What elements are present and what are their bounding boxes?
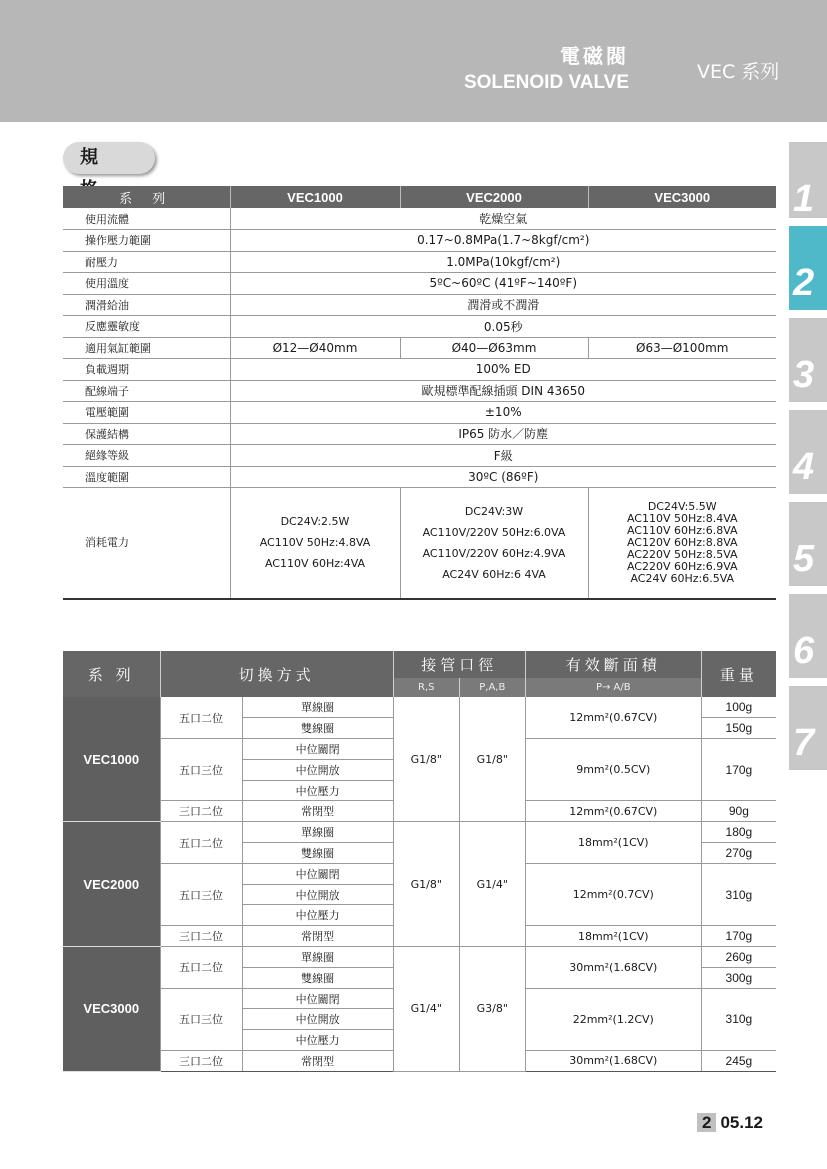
spec-value: 0.05秒	[230, 316, 776, 338]
switch-type: 三口二位	[160, 926, 242, 947]
header-series: 系 列	[63, 186, 230, 208]
weight-value: 260g	[701, 947, 776, 968]
spec-label: 潤滑給油	[63, 294, 230, 316]
switch-type: 三口二位	[160, 1051, 242, 1072]
power-vec1000	[230, 488, 400, 599]
power-line: AC110V/220V 60Hz:4.9VA	[422, 546, 566, 560]
spec-value: Ø63—Ø100mm	[588, 337, 776, 359]
area-value: 30mm²(1.68CV)	[525, 947, 701, 989]
spec-label: 操作壓力範圍	[63, 230, 230, 252]
port-rs: G1/8"	[393, 697, 459, 822]
switch-sub: 中位關閉	[242, 988, 393, 1009]
spec-value: Ø12—Ø40mm	[230, 337, 400, 359]
chapter-tab-1[interactable]: 1	[789, 142, 827, 218]
switch-sub: 雙線圈	[242, 967, 393, 988]
weight-value: 180g	[701, 822, 776, 843]
page-header	[0, 0, 827, 122]
power-line: AC24V 60Hz:6.5VA	[630, 571, 735, 585]
header-series: 系 列	[63, 651, 160, 697]
spec-row	[63, 273, 776, 295]
area-value: 30mm²(1.68CV)	[525, 1051, 701, 1072]
switch-sub: 中位壓力	[242, 1030, 393, 1051]
chapter-tab-2[interactable]: 2	[789, 226, 827, 310]
power-line: DC24V:5.5W	[647, 499, 717, 513]
switch-sub: 中位開放	[242, 1009, 393, 1030]
switch-type: 五口三位	[160, 988, 242, 1050]
header-vec3000: VEC3000	[588, 186, 776, 208]
spec-label: 耐壓力	[63, 251, 230, 273]
spec-row	[63, 380, 776, 402]
section-label-specs: 規	[63, 142, 155, 174]
spec-label: 使用溫度	[63, 273, 230, 295]
chapter-tabs	[789, 142, 827, 778]
weight-value: 300g	[701, 967, 776, 988]
switch-type: 五口二位	[160, 947, 242, 989]
power-line: AC110V 50Hz:4.8VA	[259, 536, 371, 550]
chapter-tab-4[interactable]: 4	[789, 410, 827, 494]
weight-value: 90g	[701, 801, 776, 822]
area-value: 22mm²(1.2CV)	[525, 988, 701, 1050]
power-line: AC110V 50Hz:8.4VA	[626, 511, 738, 525]
spec-row	[63, 337, 776, 359]
spec-value: 乾燥空氣	[230, 208, 776, 230]
spec-label: 電壓範圍	[63, 402, 230, 424]
spec-row	[63, 423, 776, 445]
header-vec2000: VEC2000	[400, 186, 588, 208]
spec-row-power	[63, 488, 776, 599]
switch-sub: 中位壓力	[242, 905, 393, 926]
spec-value: 歐規標準配線插頭 DIN 43650	[230, 380, 776, 402]
switch-sub: 常閉型	[242, 926, 393, 947]
area-value: 9mm²(0.5CV)	[525, 739, 701, 801]
table-row	[63, 947, 776, 968]
switch-type: 五口三位	[160, 739, 242, 801]
spec-value: 0.17~0.8MPa(1.7~8kgf/cm²)	[230, 230, 776, 252]
switch-sub: 中位關閉	[242, 739, 393, 760]
port-pab: G3/8"	[459, 947, 525, 1072]
power-line: AC110V 60Hz:6.8VA	[626, 523, 738, 537]
spec-value: Ø40—Ø63mm	[400, 337, 588, 359]
spec-value: 30ºC (86ºF)	[230, 466, 776, 488]
series-label: VEC 系列	[697, 61, 780, 83]
spec-table	[63, 186, 776, 600]
spec-header-row	[63, 186, 776, 208]
header-area: 有效斷面積	[525, 651, 701, 678]
power-vec3000	[588, 488, 776, 599]
area-value: 18mm²(1CV)	[525, 926, 701, 947]
switch-sub: 常閉型	[242, 1051, 393, 1072]
header-switching: 切換方式	[160, 651, 393, 697]
switch-type: 五口二位	[160, 822, 242, 864]
switch-sub: 中位關閉	[242, 863, 393, 884]
header-port-pab: P,A,B	[459, 678, 525, 697]
port-rs: G1/4"	[393, 947, 459, 1072]
switch-sub: 中位開放	[242, 884, 393, 905]
area-value: 12mm²(0.67CV)	[525, 697, 701, 739]
port-rs: G1/8"	[393, 822, 459, 947]
table-row	[63, 822, 776, 843]
switch-sub: 雙線圈	[242, 843, 393, 864]
chapter-tab-5[interactable]: 5	[789, 502, 827, 586]
switch-type: 三口二位	[160, 801, 242, 822]
model-name: VEC3000	[63, 947, 160, 1072]
spec-value: 1.0MPa(10kgf/cm²)	[230, 251, 776, 273]
weight-value: 310g	[701, 863, 776, 925]
power-line: DC24V:3W	[464, 504, 524, 518]
port-pab: G1/4"	[459, 822, 525, 947]
switch-sub: 單線圈	[242, 822, 393, 843]
spec-label: 反應靈敏度	[63, 316, 230, 338]
power-line: AC24V 60Hz:6 4VA	[442, 567, 546, 581]
model-name: VEC1000	[63, 697, 160, 822]
header-weight: 重量	[701, 651, 776, 697]
switch-type: 五口三位	[160, 863, 242, 925]
model-table	[63, 651, 776, 1072]
header-vec1000: VEC1000	[230, 186, 400, 208]
weight-value: 100g	[701, 697, 776, 718]
power-line: AC220V 60Hz:6.9VA	[626, 559, 738, 573]
header-port-rs: R,S	[393, 678, 459, 697]
area-value: 12mm²(0.67CV)	[525, 801, 701, 822]
spec-label: 溫度範圍	[63, 466, 230, 488]
spec-label: 使用流體	[63, 208, 230, 230]
spec-value: 5ºC~60ºC (41ºF~140ºF)	[230, 273, 776, 295]
area-value: 12mm²(0.7CV)	[525, 863, 701, 925]
spec-row	[63, 316, 776, 338]
spec-value: 潤滑或不潤滑	[230, 294, 776, 316]
table-row	[63, 697, 776, 718]
header-area-sub: P→ A/B	[525, 678, 701, 697]
switch-type: 五口二位	[160, 697, 242, 739]
spec-row	[63, 466, 776, 488]
spec-value: IP65 防水／防塵	[230, 423, 776, 445]
spec-row	[63, 402, 776, 424]
spec-row	[63, 359, 776, 381]
spec-label: 適用氣缸範圍	[63, 337, 230, 359]
weight-value: 170g	[701, 739, 776, 801]
switch-sub: 常閉型	[242, 801, 393, 822]
title-chinese: 電磁閥	[560, 44, 629, 68]
power-line: DC24V:2.5W	[280, 515, 350, 529]
chapter-tab-3[interactable]: 3	[789, 318, 827, 402]
power-line: AC120V 60Hz:8.8VA	[626, 535, 738, 549]
spec-row	[63, 294, 776, 316]
switch-sub: 雙線圈	[242, 718, 393, 739]
header-port: 接管口徑	[393, 651, 525, 678]
switch-sub: 單線圈	[242, 697, 393, 718]
area-value: 18mm²(1CV)	[525, 822, 701, 864]
spec-label: 絕緣等級	[63, 445, 230, 467]
spec-row	[63, 230, 776, 252]
spec-label: 配線端子	[63, 380, 230, 402]
spec-label: 保護結構	[63, 423, 230, 445]
weight-value: 310g	[701, 988, 776, 1050]
chapter-tab-6[interactable]: 6	[789, 594, 827, 678]
spec-row	[63, 445, 776, 467]
switch-sub: 中位壓力	[242, 780, 393, 801]
page-chapter: 2	[697, 1113, 716, 1132]
weight-value: 170g	[701, 926, 776, 947]
spec-row	[63, 208, 776, 230]
chapter-tab-7[interactable]: 7	[789, 686, 827, 770]
spec-value: F級	[230, 445, 776, 467]
title-english: SOLENOID VALVE	[463, 72, 629, 93]
power-line: AC220V 50Hz:8.5VA	[626, 547, 738, 561]
spec-label: 負載週期	[63, 359, 230, 381]
model-name: VEC2000	[63, 822, 160, 947]
spec-row	[63, 251, 776, 273]
power-vec2000	[400, 488, 588, 599]
weight-value: 245g	[701, 1051, 776, 1072]
page-number	[697, 1113, 763, 1133]
spec-label: 消耗電力	[63, 488, 230, 599]
switch-sub: 單線圈	[242, 947, 393, 968]
weight-value: 270g	[701, 843, 776, 864]
spec-value: ±10%	[230, 402, 776, 424]
switch-sub: 中位開放	[242, 759, 393, 780]
port-pab: G1/8"	[459, 697, 525, 822]
page-value: 05.12	[720, 1113, 764, 1132]
power-line: AC110V/220V 50Hz:6.0VA	[422, 525, 566, 539]
weight-value: 150g	[701, 718, 776, 739]
spec-value: 100% ED	[230, 359, 776, 381]
model-header-row	[63, 651, 776, 678]
power-line: AC110V 60Hz:4VA	[264, 557, 366, 571]
